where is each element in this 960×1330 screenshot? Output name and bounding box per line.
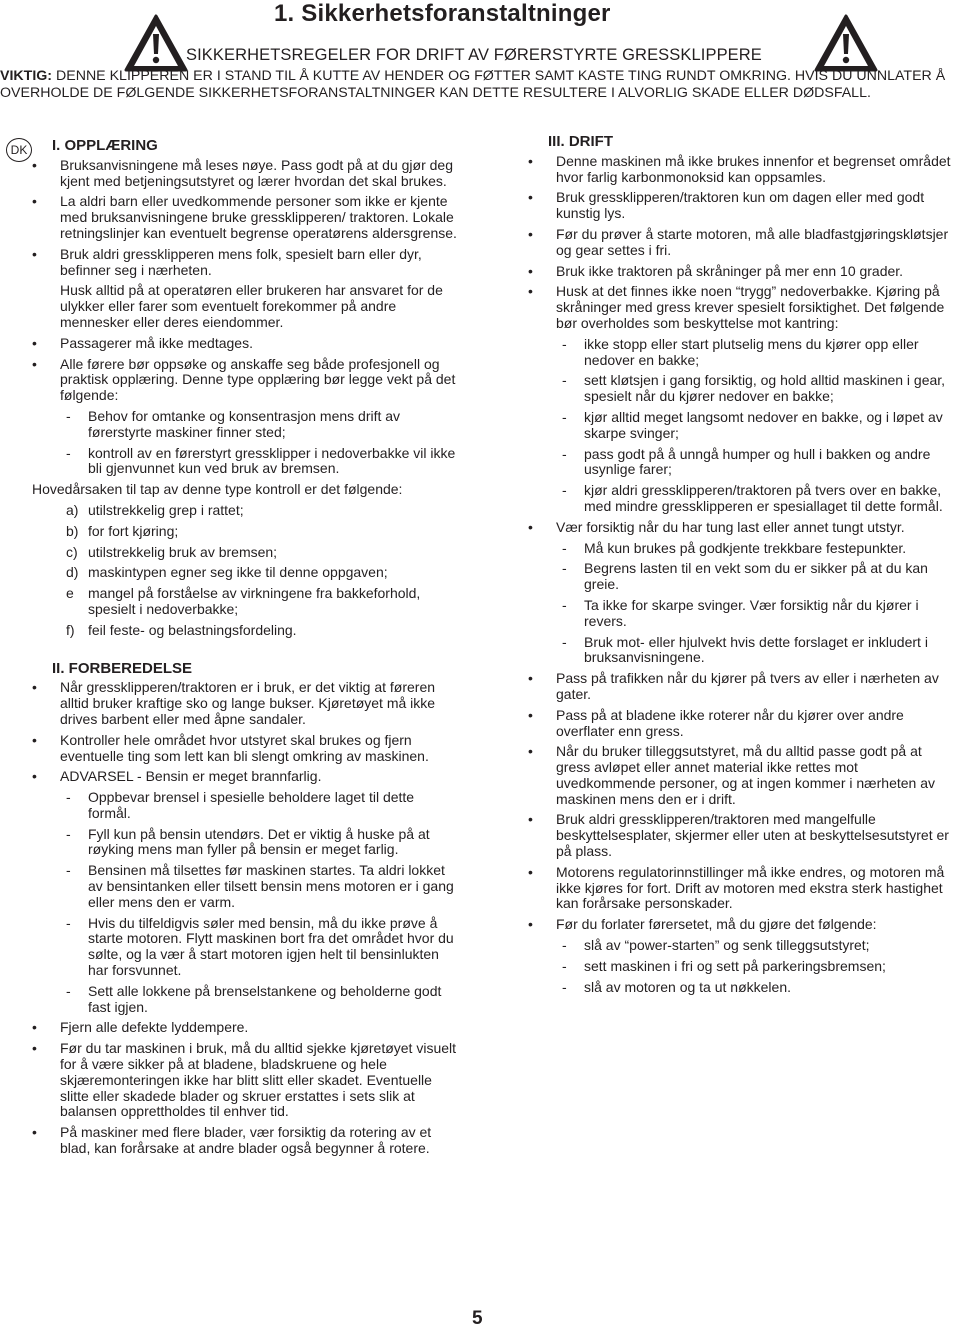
intro-label: VIKTIG: [0,68,53,84]
sub-item: - Hvis du tilfeldigvis søler med bensin, må du ikke prøve å starte motoren. Flytt maskinen bort fra det området hvor du sølte, og la vær å start motoren igjen helt til bensinlukten har forsvunnet. [66,914,454,979]
list-item: • Bruk aldri gressklipperen/traktoren med mangelfulle beskyttelsesplater, skjermer eller uten at beskyttelsesutstyret er på plass. [528,811,949,860]
list-item: • Før du forlater førersetet, må du gjøre det følgende: [528,916,877,933]
list-item-text: Bruk ikke traktoren på skråninger på mer enn 10 grader. [556,262,904,279]
sub-item: - sett kløtsjen i gang forsiktig, og hold alltid maskinen i gear, spesielt når du kjører nedover en bakke; [562,372,946,405]
list-item-text: Pass på at bladene ikke roterer når du kjører over andre overflater enn gress. [556,706,904,739]
sub-item-text: Bruk mot- eller hjulvekt hvis dette forslaget er inkludert i bruksanvisningene. [584,633,928,666]
list-item-text: Husk at det finnes ikke noen “trygg” nedoverbakke. Kjøring på skråninger med gress krever spesielt forsiktighet. Det følgende bør overholdes som beskyttelse mot kantring: [556,283,945,331]
left-column [32,138,460,1162]
language-badge: DK [6,138,32,162]
sub-item: - slå av “power-starten” og senk tilleggsutstyret; [562,937,870,954]
list-item-text: La aldri barn eller uvedkommende personer som ikke er kjente med bruksanvisningene bruke gressklipperen/ traktoren. Lokale retningslinjer kan eventuelt begrense operatørens aldersgrense. [60,193,457,241]
sub-item: - Bruk mot- eller hjulvekt hvis dette forslaget er inkludert i bruksanvisningene. [562,633,928,666]
list-item: • Når gressklipperen/traktoren er i bruk, er det viktig at føreren alltid bruker kraftige sko og lange bukser. Kjøretøyet må ikke drives barbent eller med åpne sandaler. [32,679,436,727]
cause-item [32,524,460,540]
page-number: 5 [472,1308,483,1329]
warning-icon [124,14,188,72]
sub-item: - Sett alle lokkene på brenselstankene og beholderne godt fast igjen. [66,982,442,1015]
list-item-text: Pass på trafikken når du kjører på tvers av eller i nærheten av gater. [556,670,939,702]
list-item: • Bruk ikke traktoren på skråninger på mer enn 10 grader. [528,262,904,279]
list-item: • På maskiner med flere blader, vær forsiktig da rotering av et blad, kan forårsake at andre blader også begynner å rotere. [32,1124,432,1157]
section-title-opplaering: I. OPPLÆRING [52,137,158,154]
sub-item: - Bensinen må tilsettes før maskinen startes. Ta aldri lokket av bensintanken eller tilsett bensin mens motoren er i gang eller mens den er varm. [66,862,454,910]
sub-item: - slå av motoren og ta ut nøkkelen. [562,978,791,995]
list-item-text: Bruk aldri gressklipperen mens folk, spesielt barn eller dyr, befinner seg i nærheten. [60,245,422,278]
list-item: • ADVARSEL - Bensin er meget brannfarlig. [32,768,322,785]
sub-item: - kjør alltid meget langsomt nedover en bakke, og i løpet av skarpe svinger; [562,408,943,441]
list-item: • Pass på at bladene ikke roterer når du kjører over andre overflater enn gress. [528,706,904,739]
sub-item-text: kjør aldri gressklipperen/traktoren på tvers over en bakke, med mindre gressklipperen er spesiallaget til dette formål. [584,482,943,514]
list-item-text: Når gressklipperen/traktoren er i bruk, er det viktig at føreren alltid bruker kraftige sko og lange bukser. Kjøretøyet må ikke drives barbent eller med åpne sandaler. [60,679,436,727]
sub-item-text: kjør alltid meget langsomt nedover en bakke, og i løpet av skarpe svinger; [584,408,943,441]
cause-text: feil feste- og belastningsfordeling. [88,621,297,638]
cause-item [32,623,460,639]
sub-item: - kontroll av en førerstyrt gressklipper i nedoverbakke vil ikke bli gjenvunnet kun ved bruk av bremsen. [66,444,456,477]
cause-item [32,565,460,581]
cause-label: a) [66,501,79,518]
sub-item: - Fyll kun på bensin utendørs. Det er viktig å huske på at røyking mens man fyller på bensin er meget farlig. [66,825,430,858]
list-item: • Denne maskinen må ikke brukes innenfor et begrenset området hvor farlig karbonmonoksid kan oppsamles. [528,152,951,185]
cause-text: mangel på forståelse av virkningene fra bakkeforhold, spesielt i nedoverbakke; [88,585,421,617]
cause-item [32,545,460,561]
list-item: • Kontroller hele området hvor utstyret skal brukes og fjern eventuelle ting som lett kan bli slengt omkring av maskinen. [32,731,429,764]
list-item: • Bruksanvisningene må leses nøye. Pass godt på at du gjør deg kjent med betjeningsutstyret og lærer hvordan det skal brukes. [32,156,453,189]
sub-item-text: Hvis du tilfeldigvis søler med bensin, må du ikke prøve å starte motoren. Flytt maskinen bort fra det området hvor du sølte, og la vær å start motoren igjen helt til bensinlukten har forsvunnet. [88,914,454,979]
sub-item: - sett maskinen i fri og sett på parkeringsbremsen; [562,957,886,974]
cause-text: for fort kjøring; [88,522,179,539]
list-item-text: Denne maskinen må ikke brukes innenfor et begrenset området hvor farlig karbonmonoksid kan oppsamles. [556,152,951,185]
sub-item-text: Sett alle lokkene på brenselstankene og beholderne godt fast igjen. [88,982,442,1015]
list-item: • Når du bruker tilleggsutstyret, må du alltid passe godt på at gress avløpet eller annet material ikke rettes mot uvedkommende personer, og at ingen kommer i nærheten av maskinen mens den er i drift. [528,743,935,807]
cause-label: d) [66,564,79,581]
warning-intro [0,68,960,102]
list-item: • Bruk aldri gressklipperen mens folk, spesielt barn eller dyr, befinner seg i nærheten. [32,245,422,278]
list-item-text: Alle førere bør oppsøke og anskaffe seg både profesjonell og praktisk opplæring. Denne type opplæring bør legge vekt på det følgende: [60,355,456,404]
list-item-text: ADVARSEL - Bensin er meget brannfarlig. [60,768,322,785]
sub-item: - Begrens lasten til en vekt som du er sikker på at du kan greie. [562,560,928,593]
list-item-text: Bruksanvisningene må leses nøye. Pass godt på at du gjør deg kjent med betjeningsutstyret og lærer hvordan det skal brukes. [60,156,453,189]
cause-item [32,503,460,519]
cause-label: e [66,585,74,602]
list-item: • Bruk gressklipperen/traktoren kun om dagen eller med godt kunstig lys. [528,189,925,222]
paragraph: Hovedårsaken til tap av denne type kontroll er det følgende: [32,481,403,498]
list-item: • Alle førere bør oppsøke og anskaffe seg både profesjonell og praktisk opplæring. Denne type opplæring bør legge vekt på det følgende: [32,355,456,404]
sub-item-text: slå av motoren og ta ut nøkkelen. [584,978,791,995]
section-title-forberedelse: II. FORBEREDELSE [52,659,193,677]
list-item: • La aldri barn eller uvedkommende personer som ikke er kjente med bruksanvisningene bruke gressklipperen/ traktoren. Lokale retningslinjer kan eventuelt begrense operatørens aldersgrense. [32,193,457,241]
list-item: • Husk at det finnes ikke noen “trygg” nedoverbakke. Kjøring på skråninger med gress krever spesielt forsiktighet. Det følgende bør overholdes som beskyttelse mot kantring: [528,283,945,331]
intro-text: DENNE KLIPPEREN ER I STAND TIL Å KUTTE AV HENDER OG FØTTER SAMT KASTE TING RUNDT OMKRING. HVIS DU UNNLATER Å OVERHOLDE DE FØLGENDE SIKKERHETSFORANSTALTNINGER KAN DETTE RESULTERE I ALVORLIG SKADE ELLER DØDSFALL. [0,68,946,101]
page-title: 1. Sikkerhetsforanstaltninger [274,0,611,27]
sub-item-text: sett maskinen i fri og sett på parkeringsbremsen; [584,957,886,974]
sub-item-text: Må kun brukes på godkjente trekkbare festepunkter. [584,539,907,556]
list-item-text: Før du tar maskinen i bruk, må du alltid sjekke kjøretøyet visuelt for å være sikker på at bladene, bladskruene og hele skjæremonteringen ikke har blitt slitt eller skadet. Eventuelle slitte eller skadede blader og skruer erstattes i sets slik at balansen opprettholdes til enhver tid. [60,1040,457,1120]
cause-item [32,586,460,618]
cause-label: b) [66,522,79,539]
sub-item-text: Begrens lasten til en vekt som du er sikker på at du kan greie. [584,560,928,593]
list-item: • Pass på trafikken når du kjører på tvers av eller i nærheten av gater. [528,670,939,702]
list-item-text: Når du bruker tilleggsutstyret, må du alltid passe godt på at gress avløpet eller annet material ikke rettes mot uvedkommende personer, og at ingen kommer i nærheten av maskinen mens den er i drift. [556,743,935,807]
list-item: • Fjern alle defekte lyddempere. [32,1019,249,1036]
warning-icon [814,14,878,72]
list-item-text: På maskiner med flere blader, vær forsiktig da rotering av et blad, kan forårsake at andre blader også begynner å rotere. [60,1124,432,1157]
sub-item-text: slå av “power-starten” og senk tilleggsutstyret; [584,937,870,954]
sub-item: - pass godt på å unngå humper og hull i bakken og andre usynlige farer; [562,445,931,478]
sub-item-text: Fyll kun på bensin utendørs. Det er viktig å huske på at røyking mens man fyller på bensin er meget farlig. [88,825,430,858]
sub-item-text: kontroll av en førerstyrt gressklipper i nedoverbakke vil ikke bli gjenvunnet kun ved bruk av bremsen. [88,444,456,477]
sub-item-text: Bensinen må tilsettes før maskinen startes. Ta aldri lokket av bensintanken eller tilsett bensin mens motoren er i gang eller mens den er varm. [88,862,454,910]
list-item: • Motorens regulatorinnstillinger må ikke endres, og motoren må ikke kjøres for fort. Drift av motoren med ekstra sterk hastighet kan forårsake personskader. [528,863,945,912]
sub-item: - Oppbevar brensel i spesielle beholdere laget til dette formål. [66,789,415,821]
sub-item: - Behov for omtanke og konsentrasjon mens drift av førerstyrte maskiner finner sted; [66,407,401,440]
list-item-text: Før du prøver å starte motoren, må alle bladfastgjøringskløtsjer og gear settes i fri. [556,225,949,258]
section-title-drift: III. DRIFT [548,133,613,150]
sub-item-text: Behov for omtanke og konsentrasjon mens drift av førerstyrte maskiner finner sted; [88,407,401,440]
sub-item: - Ta ikke for skarpe svinger. Vær forsiktig når du kjører i revers. [562,596,919,629]
cause-label: f) [66,621,75,638]
sub-item: - ikke stopp eller start plutselig mens du kjører opp eller nedover en bakke; [562,335,919,368]
cause-text: utilstrekkelig bruk av bremsen; [88,543,278,560]
sub-item-text: Oppbevar brensel i spesielle beholdere laget til dette formål. [88,789,415,821]
list-item: • Passagerer må ikke medtages. [32,334,253,351]
right-column [528,134,958,1000]
list-item-text: Før du forlater førersetet, må du gjøre det følgende: [556,916,877,933]
sub-item: - Må kun brukes på godkjente trekkbare festepunkter. [562,539,907,556]
section-subtitle: SIKKERHETSREGELER FOR DRIFT AV FØRERSTYRTE GRESSKLIPPERE [186,46,762,64]
list-item-text: Passagerer må ikke medtages. [60,334,253,351]
list-item-text: Vær forsiktig når du har tung last eller annet tungt utstyr. [556,518,905,535]
list-item-text: Fjern alle defekte lyddempere. [60,1019,249,1036]
cause-text: utilstrekkelig grep i rattet; [88,501,244,518]
list-item-text: Bruk aldri gressklipperen/traktoren med mangelfulle beskyttelsesplater, skjermer eller uten at beskyttelsesutstyret er på plass. [556,811,949,860]
sub-item-text: sett kløtsjen i gang forsiktig, og hold alltid maskinen i gear, spesielt når du kjører nedover en bakke; [584,372,946,405]
paragraph: Husk alltid på at operatøren eller brukeren har ansvaret for de ulykker eller farer som eventuelt forekommer på andre mennesker eller deres eiendommer. [60,282,443,330]
sub-item-text: Ta ikke for skarpe svinger. Vær forsiktig når du kjører i revers. [584,596,919,629]
list-item: • Før du prøver å starte motoren, må alle bladfastgjøringskløtsjer og gear settes i fri. [528,225,949,258]
sub-item: - kjør aldri gressklipperen/traktoren på tvers over en bakke, med mindre gressklipperen er spesiallaget til dette formål. [562,482,943,514]
list-item: • Vær forsiktig når du har tung last eller annet tungt utstyr. [528,518,905,535]
cause-text: maskintypen egner seg ikke til denne oppgaven; [88,564,388,581]
list-item-text: Kontroller hele området hvor utstyret skal brukes og fjern eventuelle ting som lett kan bli slengt omkring av maskinen. [60,731,429,764]
cause-label: c) [66,543,78,560]
sub-item-text: ikke stopp eller start plutselig mens du kjører opp eller nedover en bakke; [584,335,919,368]
list-item: • Før du tar maskinen i bruk, må du alltid sjekke kjøretøyet visuelt for å være sikker på at bladene, bladskruene og hele skjæremonteringen ikke har blitt slitt eller skadet. Eventuelle slitte eller skadede blader og skruer erstattes i sets slik at balansen opprettholdes til enhver tid. [32,1040,457,1120]
list-item-text: Bruk gressklipperen/traktoren kun om dagen eller med godt kunstig lys. [556,189,925,222]
sub-item-text: pass godt på å unngå humper og hull i bakken og andre usynlige farer; [584,445,931,478]
list-item-text: Motorens regulatorinnstillinger må ikke endres, og motoren må ikke kjøres for fort. Drift av motoren med ekstra sterk hastighet kan forårsake personskader. [556,863,945,912]
